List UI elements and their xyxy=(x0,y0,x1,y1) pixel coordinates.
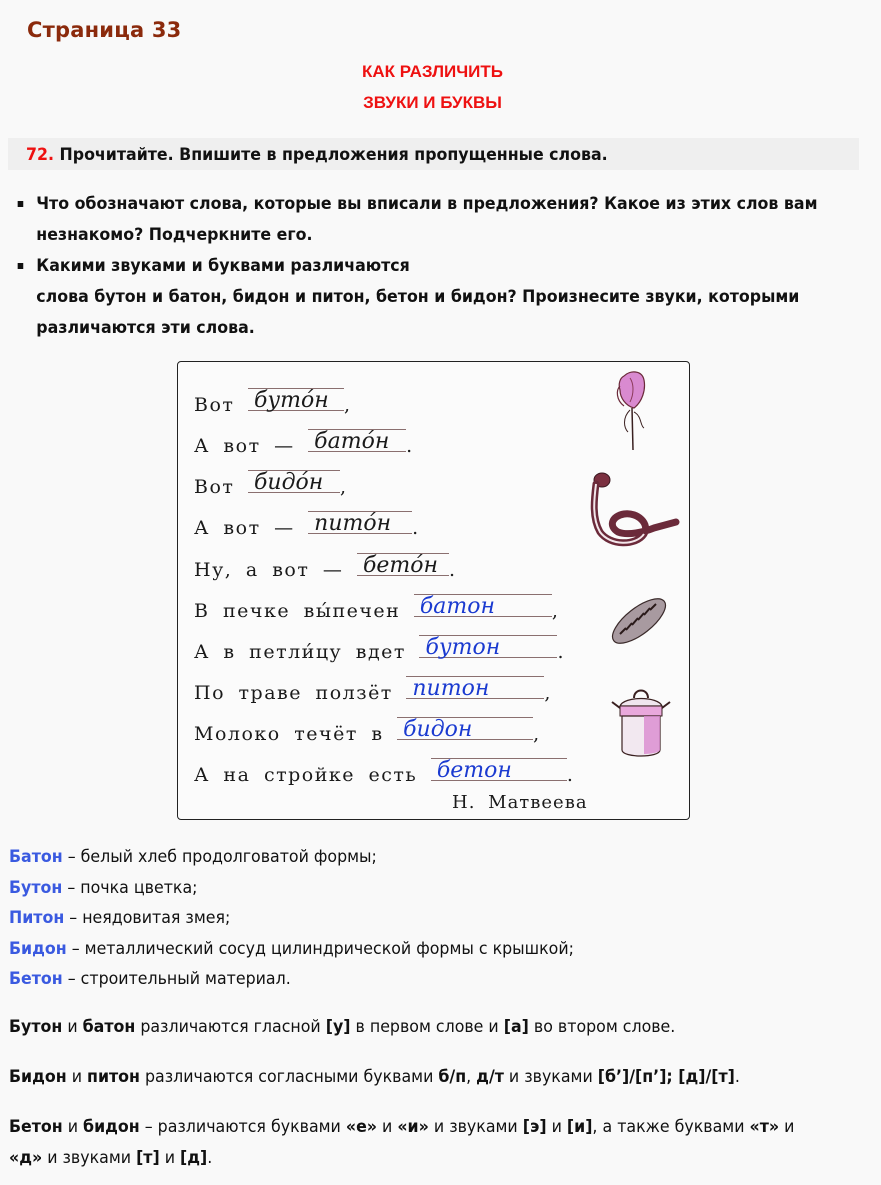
letter-bold: «и» xyxy=(397,1117,429,1137)
loaf-image xyxy=(606,590,672,652)
word-bold: Бутон xyxy=(9,1017,63,1037)
poem-line xyxy=(194,429,414,457)
poem-punctuation: , xyxy=(339,476,348,498)
definition-item xyxy=(9,842,809,873)
sound-bold: [у] xyxy=(325,1017,351,1037)
text: и xyxy=(62,1017,83,1037)
letters-bold: д/т xyxy=(476,1067,504,1087)
text: различаются гласной xyxy=(135,1017,326,1037)
definition-text: – строительный материал. xyxy=(62,969,291,989)
poem-punctuation: . xyxy=(406,435,414,457)
poem-punctuation: . xyxy=(557,641,565,663)
text: и xyxy=(66,1067,88,1087)
word-bold: питон xyxy=(87,1067,140,1087)
answer-blank[interactable] xyxy=(248,388,344,413)
question-line: слова бутон и батон, бидон и питон, бетон и бидон? Произнесите звуки, которыми xyxy=(36,287,800,307)
answer-blank[interactable] xyxy=(414,594,552,619)
poem-exercise-box xyxy=(177,361,690,820)
milk-can-image xyxy=(610,684,672,760)
definition-term: Батон xyxy=(9,847,63,867)
handwritten-answer: батон xyxy=(419,594,496,619)
paragraph-line xyxy=(9,1143,846,1174)
definition-item xyxy=(9,873,809,904)
poem-line xyxy=(194,717,541,745)
bullet-icon xyxy=(18,201,24,207)
topic-title-line-1: КАК РАЗЛИЧИТЬ xyxy=(361,62,503,81)
poem-punctuation: . xyxy=(412,517,420,539)
text: во втором слове. xyxy=(528,1017,676,1037)
answer-blank[interactable] xyxy=(431,758,567,783)
answer-blank[interactable] xyxy=(308,511,412,536)
task-instruction: Прочитайте. Впишите в предложения пропущенные слова. xyxy=(54,145,608,165)
text: и xyxy=(62,1117,84,1137)
handwritten-answer: бидóн xyxy=(253,470,324,495)
answer-blank[interactable] xyxy=(419,635,557,660)
text: . xyxy=(207,1148,213,1168)
question-item xyxy=(0,189,855,251)
sound-bold: [д] xyxy=(180,1148,208,1168)
letter-bold: «е» xyxy=(345,1117,378,1137)
topic-title-line-2: ЗВУКИ И БУКВЫ xyxy=(363,93,502,112)
letters-bold: б/п xyxy=(438,1067,467,1087)
answer-blank[interactable] xyxy=(308,429,406,454)
poem-punctuation: , xyxy=(544,682,552,704)
task-number: 72. xyxy=(26,145,55,165)
poem-line xyxy=(194,511,420,539)
handwritten-answer: бетóн xyxy=(362,553,438,578)
poem-prefix: Вот xyxy=(194,476,235,498)
text: и xyxy=(779,1117,795,1137)
text: , xyxy=(466,1067,477,1087)
poem-prefix: А вот — xyxy=(194,517,295,539)
rose-bud-image xyxy=(606,368,656,454)
handwritten-answer: бутон xyxy=(425,635,501,660)
definitions-list xyxy=(9,842,869,995)
text: – различаются буквами xyxy=(139,1117,346,1137)
sound-bold: [э] xyxy=(522,1117,547,1137)
definition-text: – металлический сосуд цилиндрической формы с крышкой; xyxy=(66,938,574,959)
answer-paragraph-3 xyxy=(9,1112,846,1174)
poem-line xyxy=(194,553,457,581)
answer-blank[interactable] xyxy=(248,470,340,495)
poem-prefix: А вот — xyxy=(194,435,295,457)
definition-term: Питон xyxy=(9,908,65,928)
paragraph-line xyxy=(9,1112,846,1143)
poem-prefix: Молоко течёт в xyxy=(194,723,384,745)
question-line: Что обозначают слова, которые вы вписали в предложения? Какое из этих слов вам xyxy=(36,194,818,214)
python-snake-image xyxy=(588,470,680,554)
letter-bold: «т» xyxy=(749,1117,780,1137)
poem-punctuation: . xyxy=(566,764,575,786)
handwritten-answer: бетон xyxy=(436,758,512,783)
poem-line xyxy=(194,635,565,663)
handwritten-answer: питóн xyxy=(314,511,392,536)
question-list xyxy=(0,189,881,344)
answer-blank[interactable] xyxy=(406,676,544,701)
answer-blank[interactable] xyxy=(357,553,449,578)
poem-line xyxy=(194,758,575,786)
text: и xyxy=(546,1117,567,1137)
question-item xyxy=(0,251,855,344)
handwritten-answer: питон xyxy=(412,676,490,701)
poem-line xyxy=(194,470,348,498)
poem-prefix: А в петли́цу вдет xyxy=(194,641,406,663)
poem-prefix: По траве ползёт xyxy=(194,682,393,704)
answer-paragraph-2 xyxy=(9,1062,846,1093)
task-header xyxy=(8,138,859,170)
definition-item xyxy=(9,934,809,965)
bullet-icon xyxy=(18,263,24,269)
sound-bold: [т] xyxy=(136,1148,160,1168)
poem-punctuation: , xyxy=(343,394,352,416)
text: и xyxy=(377,1117,398,1137)
definition-term: Бутон xyxy=(9,877,63,898)
definition-text: – почка цветка; xyxy=(62,877,198,898)
text: в первом слове и xyxy=(350,1017,504,1037)
definition-term: Бетон xyxy=(9,969,63,989)
handwritten-answer: батóн xyxy=(314,429,390,454)
handwritten-answer: бутóн xyxy=(253,388,329,413)
poem-prefix: Ну, а вот — xyxy=(194,559,344,581)
question-line: незнакомо? Подчеркните его. xyxy=(36,225,313,245)
definition-text: – белый хлеб продолговатой формы; xyxy=(62,847,377,867)
definition-text: – неядовитая змея; xyxy=(64,908,231,928)
text: и xyxy=(159,1148,181,1168)
definition-item xyxy=(9,964,809,995)
word-bold: батон xyxy=(82,1017,136,1037)
word-bold: бидон xyxy=(83,1117,140,1137)
text: и звуками xyxy=(428,1117,523,1137)
word-bold: Бидон xyxy=(9,1067,67,1087)
sound-bold: [и] xyxy=(566,1117,593,1137)
poem-line xyxy=(194,388,352,416)
answer-blank[interactable] xyxy=(397,717,533,742)
sound-bold: [а] xyxy=(503,1017,529,1037)
question-line: Какими звуками и буквами различаются xyxy=(36,256,410,276)
poem-prefix: Вот xyxy=(194,394,235,416)
poem-punctuation: . xyxy=(448,559,457,581)
poem-line xyxy=(194,676,552,704)
letter-bold: «д» xyxy=(9,1148,43,1168)
text: различаются согласными буквами xyxy=(139,1067,439,1087)
poem-punctuation: , xyxy=(551,600,560,622)
page-title: Страница 33 xyxy=(27,18,182,42)
handwritten-answer: бидон xyxy=(403,717,473,742)
question-line: различаются эти слова. xyxy=(36,318,255,338)
definition-item xyxy=(9,903,809,934)
poem-author: Н. Матвеева xyxy=(452,792,588,813)
definition-term: Бидон xyxy=(9,938,67,959)
answer-paragraph-1 xyxy=(9,1012,846,1043)
sound-bold: [б’]/[п’]; [д]/[т] xyxy=(597,1067,735,1087)
text: и звуками xyxy=(42,1148,137,1168)
word-bold: Бетон xyxy=(9,1117,63,1137)
poem-punctuation: , xyxy=(533,723,541,745)
poem-prefix: А на стройке есть xyxy=(194,764,418,786)
poem-prefix: В печке вы́печен xyxy=(194,600,401,622)
text: . xyxy=(734,1067,740,1087)
text: , а также буквами xyxy=(592,1117,750,1137)
text: и звуками xyxy=(503,1067,598,1087)
poem-line xyxy=(194,594,560,622)
